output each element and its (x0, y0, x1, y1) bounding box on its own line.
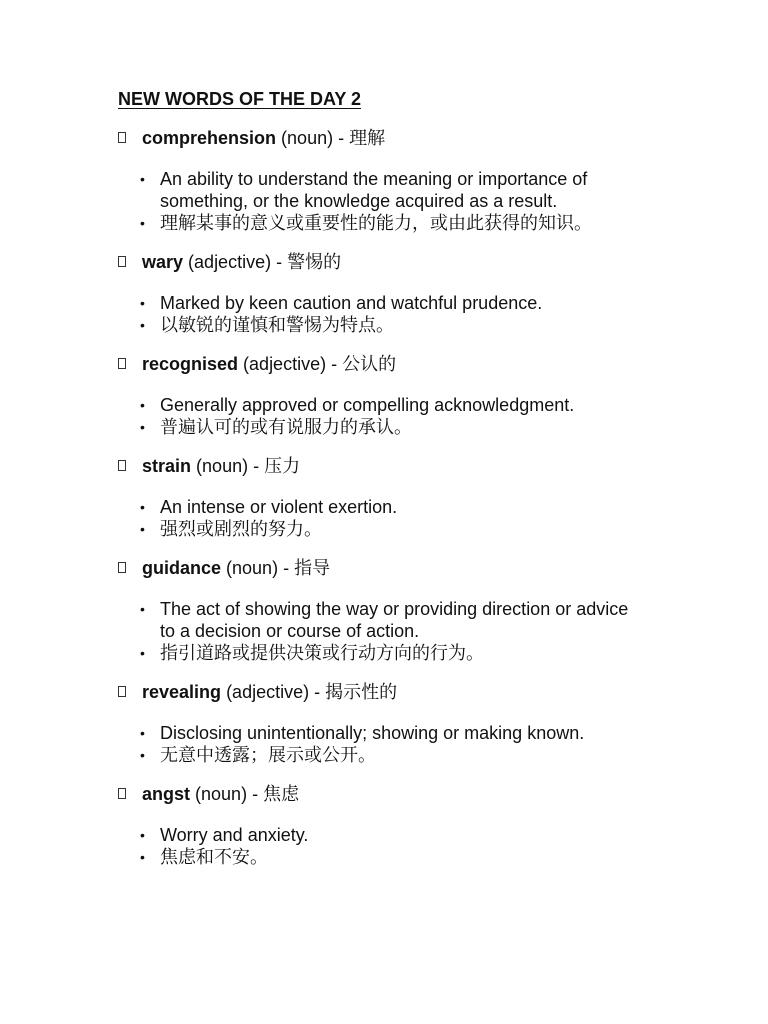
headword: revealing (142, 682, 222, 702)
definition-list (118, 168, 708, 235)
definition-text: Disclosing unintentionally; showing or making known. (160, 723, 585, 743)
definition-text: Generally approved or compelling acknowledgment. (160, 395, 575, 415)
bullet-icon: • (140, 827, 145, 843)
definition-item (118, 212, 630, 235)
page-title: NEW WORDS OF THE DAY 2 (118, 89, 362, 109)
chinese-translation: 指导 (294, 558, 331, 579)
part-of-speech: (adjective) (188, 252, 272, 272)
entry-heading (118, 455, 708, 477)
part-of-speech: (noun) (195, 784, 248, 804)
translation-separator: - (314, 682, 326, 702)
chinese-translation: 公认的 (342, 354, 397, 375)
bullet-icon: • (140, 601, 145, 617)
word-entry-revealing (118, 681, 708, 767)
definition-item (118, 846, 630, 869)
definition-list (118, 292, 708, 337)
bullet-icon: • (140, 317, 145, 333)
box-marker-icon (118, 460, 126, 471)
definition-item (118, 292, 630, 314)
entry-heading (118, 127, 708, 149)
bullet-icon: • (140, 725, 145, 741)
headword: guidance (142, 558, 222, 578)
definition-item (118, 394, 630, 416)
definition-item (118, 744, 630, 767)
definition-item (118, 416, 630, 439)
definition-text-chinese: 焦虑和不安。 (160, 847, 268, 868)
definition-text: The act of showing the way or providing direction or advice to a decision or course of action. (160, 599, 629, 641)
part-of-speech: (noun) (281, 128, 334, 148)
entry-heading (118, 251, 708, 273)
definition-item (118, 598, 630, 642)
definition-list (118, 394, 708, 439)
definition-list (118, 722, 708, 767)
bullet-icon: • (140, 171, 145, 187)
box-marker-icon (118, 132, 126, 143)
entry-heading (118, 353, 708, 375)
bullet-icon: • (140, 499, 145, 515)
definition-list (118, 496, 708, 541)
definition-text-chinese: 强烈或剧烈的努力。 (160, 519, 322, 540)
chinese-translation: 理解 (349, 128, 386, 149)
definition-text-chinese: 以敏锐的谨慎和警惕为特点。 (160, 315, 394, 336)
definition-item (118, 824, 630, 846)
definition-item (118, 168, 630, 212)
box-marker-icon (118, 256, 126, 267)
headword: strain (142, 456, 192, 476)
bullet-icon: • (140, 397, 145, 413)
definition-item (118, 496, 630, 518)
entry-heading (118, 681, 708, 703)
translation-separator: - (338, 128, 350, 148)
bullet-icon: • (140, 645, 145, 661)
definition-item (118, 722, 630, 744)
chinese-translation: 揭示性的 (325, 682, 398, 703)
box-marker-icon (118, 686, 126, 697)
entry-heading (118, 557, 708, 579)
word-entry-strain (118, 455, 708, 541)
word-entry-wary (118, 251, 708, 337)
definition-list (118, 598, 708, 665)
translation-separator: - (283, 558, 295, 578)
definition-item (118, 642, 630, 665)
definition-text: Worry and anxiety. (160, 825, 309, 845)
headword: comprehension (142, 128, 277, 148)
part-of-speech: (adjective) (243, 354, 327, 374)
definition-text-chinese: 无意中透露；展示或公开。 (160, 745, 376, 766)
definition-item (118, 518, 630, 541)
bullet-icon: • (140, 849, 145, 865)
word-entry-angst (118, 783, 708, 869)
word-entry-comprehension (118, 127, 708, 235)
box-marker-icon (118, 788, 126, 799)
definition-text-chinese: 普遍认可的或有说服力的承认。 (160, 417, 412, 438)
definition-text-chinese: 理解某事的意义或重要性的能力，或由此获得的知识。 (160, 213, 592, 234)
translation-separator: - (276, 252, 288, 272)
headword: wary (142, 252, 184, 272)
word-entry-guidance (118, 557, 708, 665)
definition-text: An intense or violent exertion. (160, 497, 398, 517)
chinese-translation: 压力 (264, 456, 301, 477)
headword: angst (142, 784, 191, 804)
definition-text: An ability to understand the meaning or importance of something, or the knowledge acquired as a result. (160, 169, 588, 211)
translation-separator: - (331, 354, 343, 374)
part-of-speech: (noun) (196, 456, 249, 476)
definition-list (118, 824, 708, 869)
box-marker-icon (118, 358, 126, 369)
entry-heading (118, 783, 708, 805)
definition-text-chinese: 指引道路或提供决策或行动方向的行为。 (160, 643, 484, 664)
bullet-icon: • (140, 521, 145, 537)
bullet-icon: • (140, 215, 145, 231)
bullet-icon: • (140, 419, 145, 435)
definition-item (118, 314, 630, 337)
box-marker-icon (118, 562, 126, 573)
headword: recognised (142, 354, 239, 374)
part-of-speech: (noun) (226, 558, 279, 578)
chinese-translation: 警惕的 (287, 252, 342, 273)
definition-text: Marked by keen caution and watchful prudence. (160, 293, 543, 313)
translation-separator: - (252, 784, 264, 804)
word-entry-recognised (118, 353, 708, 439)
bullet-icon: • (140, 747, 145, 763)
chinese-translation: 焦虑 (263, 784, 300, 805)
part-of-speech: (adjective) (226, 682, 310, 702)
translation-separator: - (253, 456, 265, 476)
bullet-icon: • (140, 295, 145, 311)
